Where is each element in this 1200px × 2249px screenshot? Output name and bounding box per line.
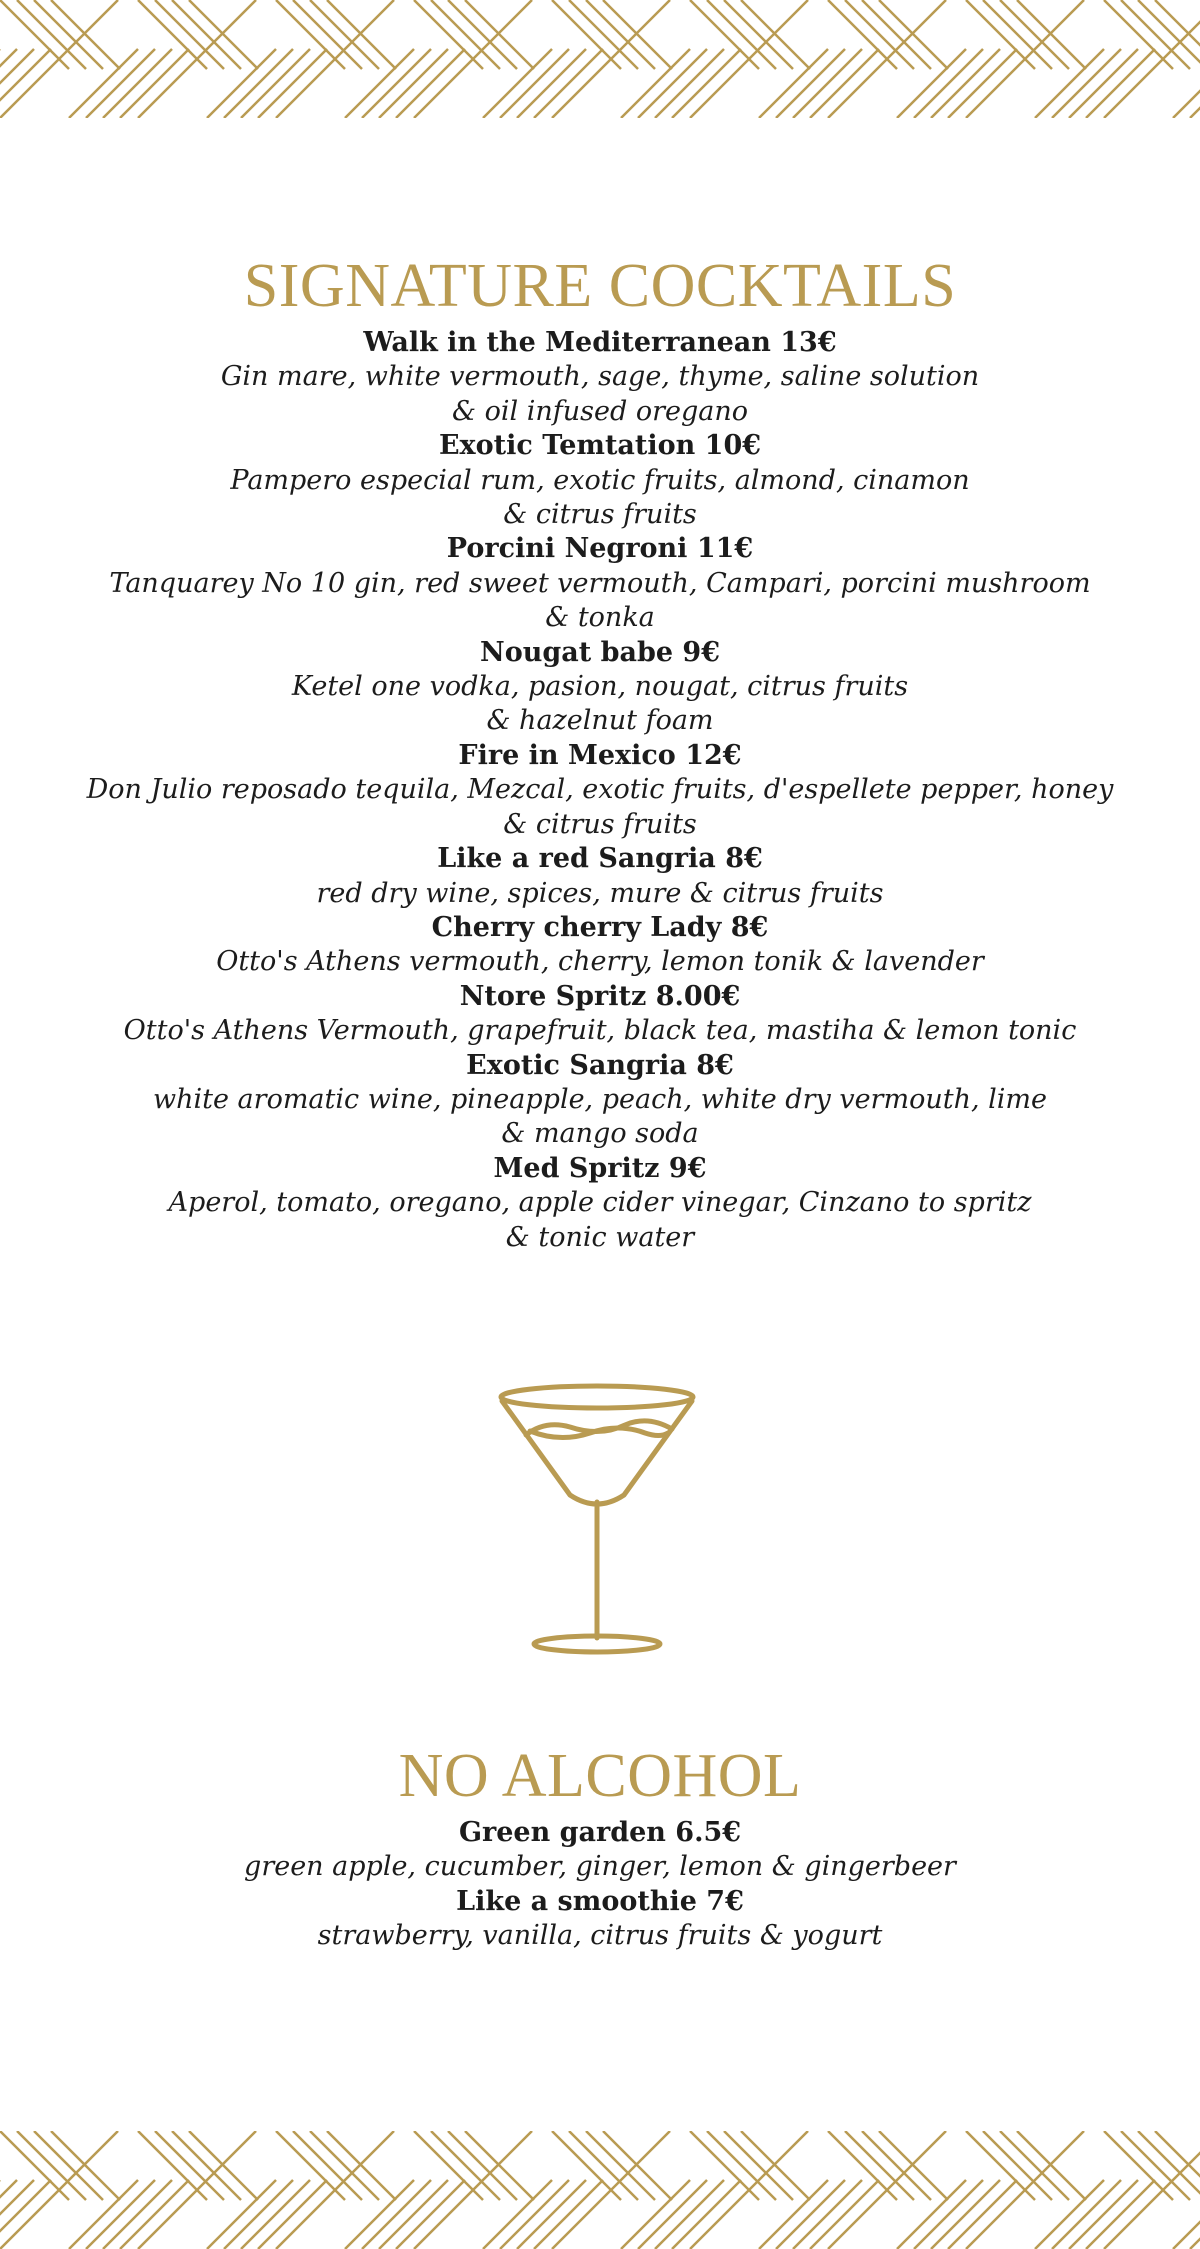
menu-item-name: Ntore Spritz 8.00€ [459,980,741,1012]
bottom-decorative-pattern [0,2131,1200,2249]
section-title-signature-cocktails: SIGNATURE COCKTAILS [243,252,957,320]
menu-item-name: Walk in the Mediterranean 13€ [363,327,837,358]
menu-item-description: Ketel one vodka, pasion, nougat, citrus fruits & hazelnut foam [291,671,909,737]
menu-item-description: Tanquarey No 10 gin, red sweet vermouth, Campari, porcini mushroom & tonka [109,567,1091,634]
menu-item-name: Med Spritz 9€ [493,1152,707,1184]
menu-item-description: Aperol, tomato, oregano, apple cider vinegar, Cinzano to spritz & tonic water [168,1187,1032,1253]
signature-cocktails-section [0,250,1200,1255]
menu-item-name: Fire in Mexico 12€ [458,739,742,771]
menu-item-description: Pampero especial rum, exotic fruits, almond, cinamon & citrus fruits [230,464,970,531]
menu-item-name: Exotic Temtation 10€ [438,430,762,462]
menu-item-name: Exotic Sangria 8€ [466,1049,734,1081]
menu-item-description: Gin mare, white vermouth, sage, thyme, saline solution & oil infused oregano [220,361,980,427]
menu-item-name: Like a red Sangria 8€ [437,843,763,875]
menu-item-description: Otto's Athens vermouth, cherry, lemon tonik & lavender [216,946,984,978]
menu-item-name: Nougat babe 9€ [480,636,720,668]
no-alcohol-section [0,1740,1200,1954]
menu-item-name: Green garden 6.5€ [458,1817,742,1848]
menu-item-name: Porcini Negroni 11€ [446,533,754,565]
menu-item-description: green apple, cucumber, ginger, lemon & gingerbeer [244,1851,956,1883]
menu-item-description: white aromatic wine, pineapple, peach, white dry vermouth, lime & mango soda [153,1083,1047,1150]
menu-item-description: red dry wine, spices, mure & citrus fruits [316,877,884,909]
top-decorative-pattern [0,0,1200,118]
menu-item-description: Don Julio reposado tequila, Mezcal, exotic fruits, d'espellete pepper, honey & citrus fruits [86,774,1114,840]
menu-item-name: Like a smoothie 7€ [456,1885,744,1917]
menu-item-description: Otto's Athens Vermouth, grapefruit, black tea, mastiha & lemon tonic [123,1015,1077,1047]
menu-item-name: Cherry cherry Lady 8€ [431,911,769,943]
section-title-no-alcohol: NO ALCOHOL [398,1742,802,1810]
no-alcohol-list [0,1816,1200,1954]
menu-item-description: strawberry, vanilla, citrus fruits & yogurt [317,1920,883,1952]
cocktail-list [0,326,1200,1255]
martini-glass-icon [490,1375,710,1665]
